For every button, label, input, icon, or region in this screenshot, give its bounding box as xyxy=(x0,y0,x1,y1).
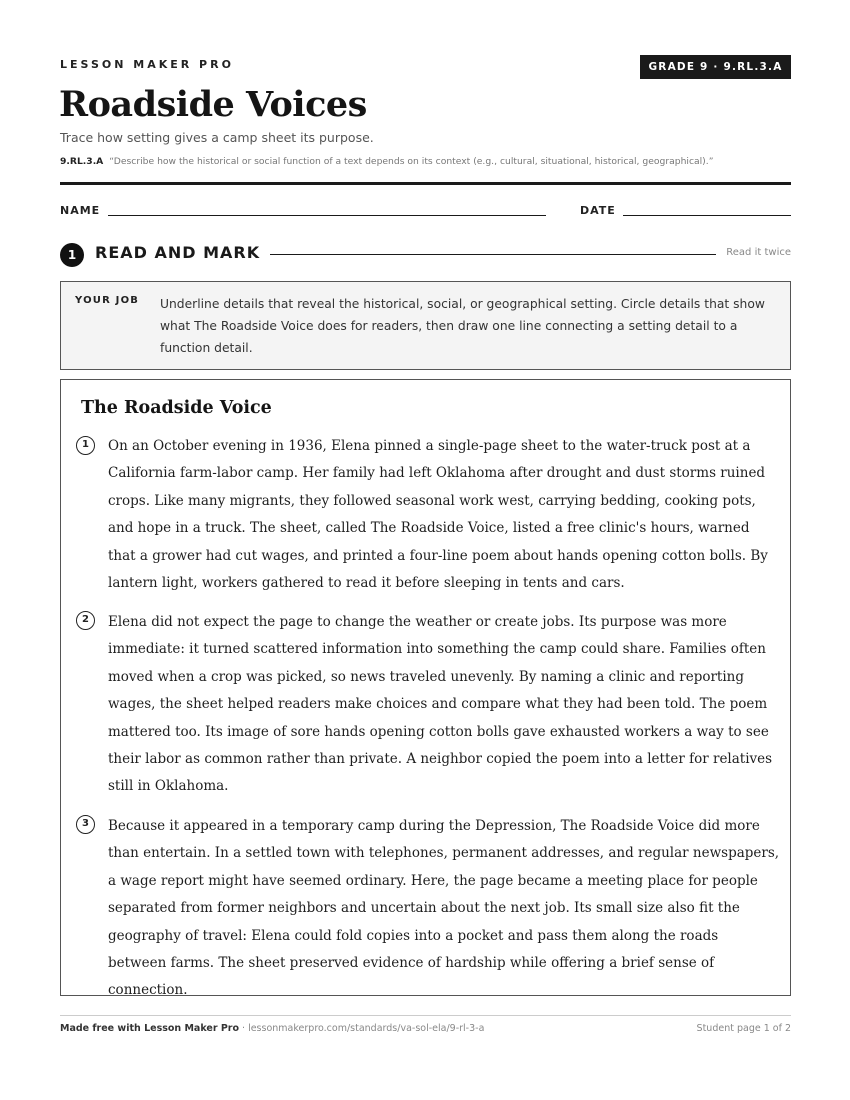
section-number-badge: 1 xyxy=(60,243,84,267)
paragraph-text: On an October evening in 1936, Elena pinned a single-page sheet to the water-truck post at a California farm-labor camp. Her family had left Oklahoma after drought and dust storms ruined crops. Like many migrants, they followed seasonal work west, carrying bedding, cooking pots, and hope in a truck. The sheet, called The Roadside Voice, listed a free clinic's hours, warned that a grower had cut wages, and printed a four-line poem about hands opening cotton bolls. By lantern light, workers gathered to read it before sleeping in tents and cars. xyxy=(108,438,768,592)
grade-badge: GRADE 9 · 9.RL.3.A xyxy=(640,55,791,79)
page-number: Student page 1 of 2 xyxy=(696,1023,791,1034)
footer-made-with: Made free with Lesson Maker Pro xyxy=(60,1023,240,1034)
date-label: DATE xyxy=(580,204,616,217)
section-note: Read it twice xyxy=(726,247,791,258)
date-field[interactable] xyxy=(623,215,791,216)
paragraph-number: 2 xyxy=(76,611,95,630)
name-label: NAME xyxy=(60,204,101,217)
header-divider xyxy=(60,182,791,185)
paragraph-number: 3 xyxy=(76,815,95,834)
standard-text: “Describe how the historical or social function of a text depends on its context (e.g., cultural, situational, historical, geographical).” xyxy=(109,156,714,167)
footer-credit xyxy=(60,1023,484,1034)
paragraph-text: Elena did not expect the page to change the weather or create jobs. Its purpose was more immediate: it turned scattered information into something the camp could share. Families often moved when a crop was picked, so news traveled unevenly. By naming a clinic and reporting wages, the sheet helped readers make choices and compare what they had been told. The poem mattered too. Its image of sore hands opening cotton bolls gave exhausted workers a way to see their labor as common rather than private. A neighbor copied the poem into a letter for relatives still in Oklahoma. xyxy=(108,614,773,795)
paragraph-text: Because it appeared in a temporary camp during the Depression, The Roadside Voice did more than entertain. In a settled town with telephones, permanent addresses, and regular newspapers, a wage report might have seemed ordinary. Here, the page became a meeting place for people separated from former neighbors and uncertain about the next job. Its small size also fit the geography of travel: Elena could fold copies into a pocket and pass them along the roads between farms. The sheet preserved evidence of hardship while offering a brief sense of connection. xyxy=(108,818,780,999)
instructions-text: Underline details that reveal the historical, social, or geographical setting. Circle details that show what The Roadside Voice does for readers, then draw one line connecting a setting detail to a function detail. xyxy=(160,297,765,355)
instructions-box xyxy=(60,281,791,370)
section-title: READ AND MARK xyxy=(95,243,261,262)
brand-name: LESSON MAKER PRO xyxy=(60,58,234,71)
footer-divider xyxy=(60,1015,791,1016)
standard-code: 9.RL.3.A xyxy=(60,156,104,167)
name-field[interactable] xyxy=(108,215,546,216)
paragraph-number: 1 xyxy=(76,436,95,455)
standard-line xyxy=(60,156,800,167)
footer-url[interactable]: lessonmakerpro.com/standards/va-sol-ela/9-rl-3-a xyxy=(248,1023,485,1034)
instructions-label: YOUR JOB xyxy=(75,295,140,306)
page-subtitle: Trace how setting gives a camp sheet its purpose. xyxy=(60,130,374,145)
passage-title: The Roadside Voice xyxy=(81,398,272,418)
footer-separator: · xyxy=(239,1023,249,1034)
reading-passage xyxy=(60,379,791,999)
page-title: Roadside Voices xyxy=(59,84,367,125)
section-divider xyxy=(270,254,716,255)
